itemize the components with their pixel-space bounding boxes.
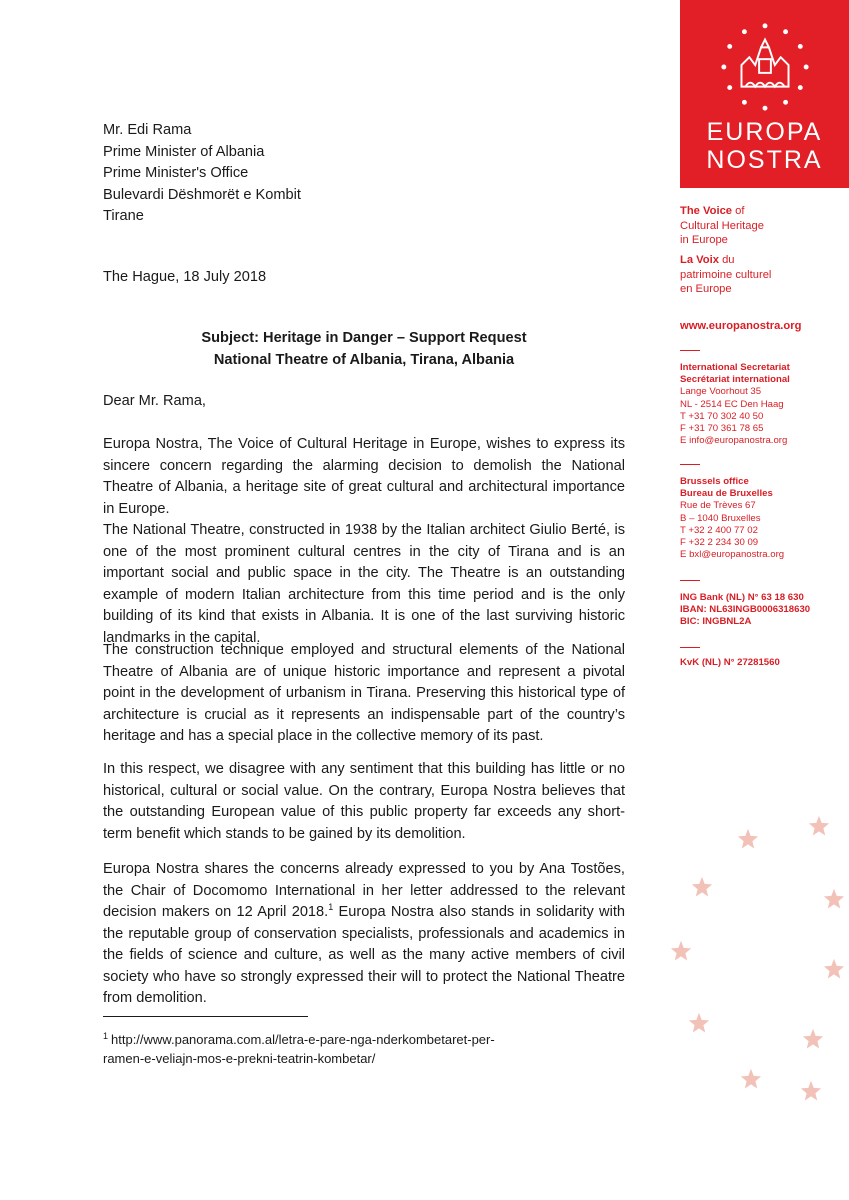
tagline-en-line-3: in Europe xyxy=(680,234,728,246)
brussels-street: Rue de Trèves 67 xyxy=(680,500,756,512)
footnote-reference[interactable]: 1 xyxy=(328,902,334,913)
recipient-address xyxy=(103,120,625,228)
bank-account: ING Bank (NL) N° 63 18 630 xyxy=(680,592,804,603)
bank-details-block xyxy=(680,592,845,629)
brussels-title-fr: Bureau de Bruxelles xyxy=(680,488,773,500)
recipient-street: Bulevardi Dëshmorët e Kombit xyxy=(103,186,301,203)
stars-castle-emblem-icon xyxy=(716,18,814,116)
bank-bic: BIC: INGBNL2A xyxy=(680,616,752,628)
tagline-fr-line-2: patrimoine culturel xyxy=(680,268,772,281)
footnote-url-line-2[interactable]: ramen-e-veliajn-mos-e-prekni-teatrin-kombetar/ xyxy=(103,1051,376,1066)
logo-text-nostra: NOSTRA xyxy=(706,146,823,174)
recipient-name: Mr. Edi Rama xyxy=(103,122,192,138)
tagline-fr-line-3: en Europe xyxy=(680,283,732,295)
secretariat-phone: T +31 70 302 40 50 xyxy=(680,410,764,422)
subject-heading xyxy=(103,328,625,371)
kvk-number: KvK (NL) N° 27281560 xyxy=(680,657,780,668)
star-icon xyxy=(740,1068,762,1090)
letter-date: The Hague, 18 July 2018 xyxy=(103,269,267,285)
tagline-fr-rest: du xyxy=(718,254,735,266)
sidebar-divider xyxy=(680,464,700,465)
tagline-en-line-2: Cultural Heritage xyxy=(680,219,764,232)
body-paragraph-2: The National Theatre, constructed in 1938 by the Italian architect Giulio Berté, is one of the most prominent cultural centres in the city of Tirana and is an important social and public space in the city. The Theatre is an outstanding example of modern Italian architecture from this time period and is the only building of its kind that exists in Albania. It is one of the last surviving historic landmarks in the capital. xyxy=(103,522,625,646)
europa-nostra-logo xyxy=(680,0,849,188)
recipient-office: Prime Minister's Office xyxy=(103,165,249,181)
tagline-french xyxy=(680,253,845,297)
bank-iban: IBAN: NL63INGB0006318630 xyxy=(680,604,811,616)
star-icon xyxy=(691,876,713,898)
subject-line-2: National Theatre of Albania, Tirana, Albania xyxy=(213,351,515,368)
subject-line-1: Subject: Heritage in Danger – Support Request xyxy=(201,330,527,346)
body-paragraph-1: Europa Nostra, The Voice of Cultural Heritage in Europe, wishes to express its sincere concern regarding the alarming decision to demolish the National Theatre of Albania, a heritage site of great cultural and architectural importance in Europe. xyxy=(103,436,625,517)
sidebar-divider xyxy=(680,350,700,351)
brussels-phone: T +32 2 400 77 02 xyxy=(680,524,758,536)
star-icon xyxy=(688,1012,710,1034)
footnote-divider xyxy=(103,1016,308,1017)
tagline-en-bold: The Voice xyxy=(680,205,733,217)
brussels-title-en: Brussels office xyxy=(680,476,749,487)
brussels-city: B – 1040 Bruxelles xyxy=(680,512,761,524)
body-paragraph-4: In this respect, we disagree with any sentiment that this building has little or no historical, cultural or social value. On the contrary, Europa Nostra believes that the outstanding European value of this public property far exceeds any short-term benefit which stands to be gained by its demolition. xyxy=(103,761,625,842)
star-icon xyxy=(800,1080,822,1102)
recipient-city: Tirane xyxy=(103,208,144,224)
star-icon xyxy=(670,940,692,962)
secretariat-title-en: International Secretariat xyxy=(680,362,790,373)
body-paragraph-5-part-1: Europa Nostra shares the concerns already expressed to you by Ana Tostões, the Chair of Docomomo International in her letter addressed to the relevant decision makers on 12 April 2018. xyxy=(103,861,625,920)
logo-text-europa: EUROPA xyxy=(706,118,823,146)
footnote xyxy=(103,1030,625,1068)
recipient-title: Prime Minister of Albania xyxy=(103,143,265,160)
star-icon xyxy=(737,828,759,850)
footnote-mark: 1 xyxy=(103,1030,109,1041)
star-icon xyxy=(802,1028,824,1050)
website-link[interactable]: www.europanostra.org xyxy=(680,320,802,332)
body-paragraph-5 xyxy=(103,859,625,1010)
tagline-fr-bold: La Voix xyxy=(680,254,719,266)
secretariat-title-fr: Secrétariat international xyxy=(680,374,790,386)
brussels-office-block xyxy=(680,476,845,561)
sidebar-divider xyxy=(680,647,700,648)
body-paragraph-3: The construction technique employed and structural elements of the National Theatre of Albania are of unique historic importance and represent a pivotal point in the development of urbanism in Tirana. Preserving this historical type of architecture is crucial as it represents an indispensable part of the country’s heritage and has a special place in the collective memory of its past. xyxy=(103,642,625,744)
sidebar-divider xyxy=(680,580,700,581)
star-icon xyxy=(823,958,845,980)
secretariat-fax: F +31 70 361 78 65 xyxy=(680,423,764,435)
international-secretariat-block xyxy=(680,362,845,447)
star-icon xyxy=(808,815,830,837)
body-paragraph-5-part-2: Europa Nostra also stands in solidarity with the reputable group of conservation specialists, professionals and academics in the fields of science and culture, as well as the many active members of civil society who have so strongly expressed their will to protect the National Theatre from demolition. xyxy=(103,904,625,1006)
tagline-en-rest: of xyxy=(732,205,745,217)
star-icon xyxy=(823,888,845,910)
brussels-fax: F +32 2 234 30 09 xyxy=(680,537,759,549)
secretariat-email[interactable]: E info@europanostra.org xyxy=(680,435,788,447)
secretariat-street: Lange Voorhout 35 xyxy=(680,386,762,398)
tagline-english xyxy=(680,204,845,248)
footnote-url-line-1[interactable]: http://www.panorama.com.al/letra-e-pare-nga-nderkombetaret-per- xyxy=(111,1032,495,1047)
brussels-email[interactable]: E bxl@europanostra.org xyxy=(680,549,785,561)
secretariat-city: NL - 2514 EC Den Haag xyxy=(680,398,784,410)
salutation: Dear Mr. Rama, xyxy=(103,393,206,409)
